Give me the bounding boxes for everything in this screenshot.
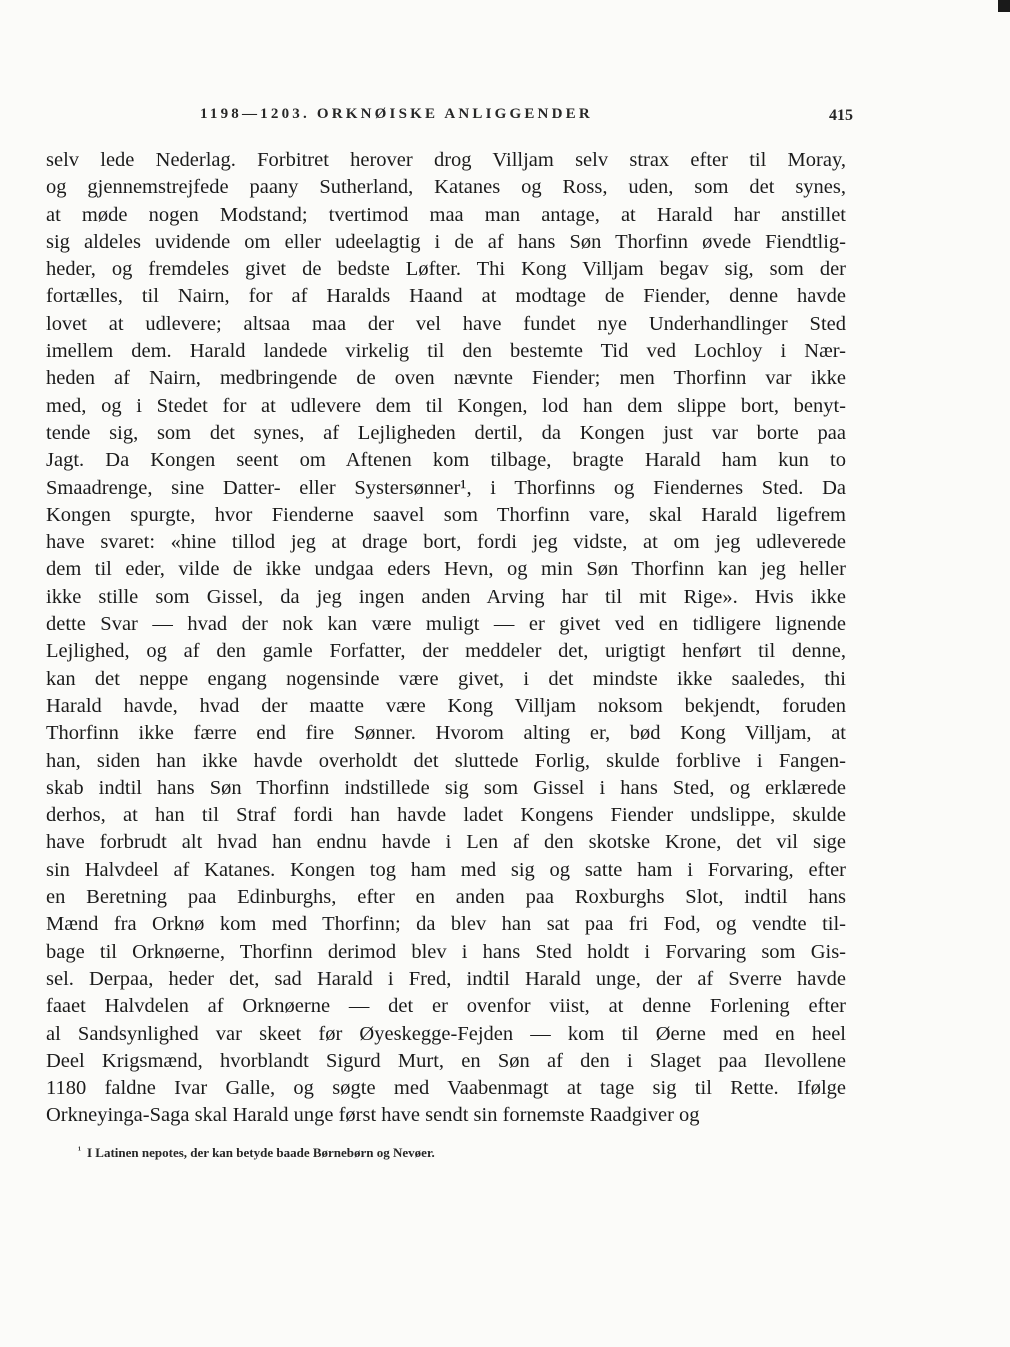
text-line: en Beretning paa Edinburghs, efter en anden paa Roxburghs Slot, indtil hans (46, 886, 846, 909)
text-line: heder, og fremdeles givet de bedste Løfter. Thi Kong Villjam begav sig, som der (46, 258, 846, 281)
text-line: heden af Nairn, medbringende de oven nævnte Fiender; men Thorfinn var ikke (46, 367, 846, 390)
text-line: selv lede Nederlag. Forbitret herover drog Villjam selv strax efter til Moray, (46, 149, 846, 171)
text-line: sel. Derpaa, heder det, sad Harald i Fred, indtil Harald unge, der af Sverre havde (46, 967, 846, 990)
text-line: Smaadrenge, sine Datter- eller Systersønner¹, i Thorfinns og Fiendernes Sted. Da (46, 476, 846, 499)
text-line: Mænd fra Orknø kom med Thorfinn; da blev han sat paa fri Fod, og vendte til- (46, 913, 846, 936)
text-line: dette Svar — hvad der nok kan være muligt — er givet ved en tidligere lignende (46, 613, 846, 636)
text-line: imellem dem. Harald landede virkelig til den bestemte Tid ved Lochloy i Nær- (46, 340, 846, 363)
text-line: sig aldeles uvidende om eller udeelagtig i de af hans Søn Thorfinn øvede Fiendtlig- (46, 230, 846, 253)
text-line: Orkneyinga-Saga skal Harald unge først have sendt sin fornemste Raadgiver og (46, 1104, 700, 1127)
text-line: han, siden han ikke havde overholdt det sluttede Forlig, skulde forblive i Fangen- (46, 749, 846, 772)
text-line: ikke stille som Gissel, da jeg ingen anden Arving har til mit Rige». Hvis ikke (46, 585, 846, 608)
text-line: Deel Krigsmænd, hvorblandt Sigurd Murt, en Søn af den i Slaget paa Ilevollene (46, 1049, 846, 1072)
footnote-text: I Latinen nepotes, der kan betyde baade Børnebørn og Nevøer. (87, 1145, 435, 1160)
text-line: 1180 faldne Ivar Galle, og søgte med Vaabenmagt at tage sig til Rette. Ifølge (46, 1077, 846, 1100)
page-number: 415 (829, 107, 853, 124)
scan-corner-mark (998, 0, 1010, 12)
text-line: faaet Halvdelen af Orknøerne — det er ovenfor viist, at denne Forlening efter (46, 995, 846, 1018)
text-line: kan det neppe engang nogensinde være givet, i det mindste ikke saaledes, thi (46, 667, 846, 690)
text-line: med, og i Stedet for at udlevere dem til Kongen, lod han dem slippe bort, benyt- (46, 394, 846, 417)
text-line: al Sandsynlighed var skeet før Øyeskegge-Fejden — kom til Øerne med en heel (46, 1022, 846, 1045)
text-line: sin Halvdeel af Katanes. Kongen tog ham med sig og satte ham i Forvaring, efter (46, 858, 846, 881)
text-line: Harald havde, hvad der maatte være Kong Villjam noksom bekjendt, foruden (46, 694, 846, 717)
text-line: og gjennemstrejfede paany Sutherland, Katanes og Ross, uden, som det synes, (46, 176, 846, 199)
text-line: have svaret: «hine tillod jeg at drage bort, fordi jeg vidste, at om jeg udleverede (46, 531, 846, 554)
text-line: derhos, at han til Straf fordi han havde ladet Kongens Fiender undslippe, skulde (46, 804, 846, 827)
footnote (78, 1145, 435, 1161)
text-line: Lejlighed, og af den gamle Forfatter, der meddeler det, urigtigt henført til denne, (46, 640, 846, 663)
text-line: tende sig, som det synes, af Lejligheden dertil, da Kongen just var borte paa (46, 421, 846, 444)
text-line: skab indtil hans Søn Thorfinn indstillede sig som Gissel i hans Sted, og erklærede (46, 776, 846, 799)
text-line: dem til eder, vilde de ikke undgaa eders Hevn, og min Søn Thorfinn kan jeg heller (46, 558, 846, 581)
text-line: bage til Orknøerne, Thorfinn derimod blev i hans Sted holdt i Forvaring som Gis- (46, 940, 846, 963)
text-line: fortælles, til Nairn, for af Haralds Haand at modtage de Fiender, denne havde (46, 285, 846, 308)
body-text (46, 147, 846, 1130)
text-line: at møde nogen Modstand; tvertimod maa man antage, at Harald har anstillet (46, 203, 846, 226)
text-line: have forbrudt alt hvad han endnu havde i Len af den skotske Krone, det vil sige (46, 831, 846, 854)
text-line: Thorfinn ikke færre end fire Sønner. Hvorom alting er, bød Kong Villjam, at (46, 722, 846, 745)
text-line: Kongen spurgte, hvor Fienderne saavel som Thorfinn vare, skal Harald ligefrem (46, 503, 846, 526)
text-line: lovet at udlevere; altsaa maa der vel have fundet nye Underhandlinger Sted (46, 312, 846, 335)
text-line: Jagt. Da Kongen seent om Aftenen kom tilbage, bragte Harald ham kun to (46, 449, 846, 472)
running-head: 1198—1203. ORKNØISKE ANLIGGENDER (200, 106, 593, 122)
page-header (200, 106, 860, 132)
footnote-marker: ¹ (78, 1145, 81, 1156)
